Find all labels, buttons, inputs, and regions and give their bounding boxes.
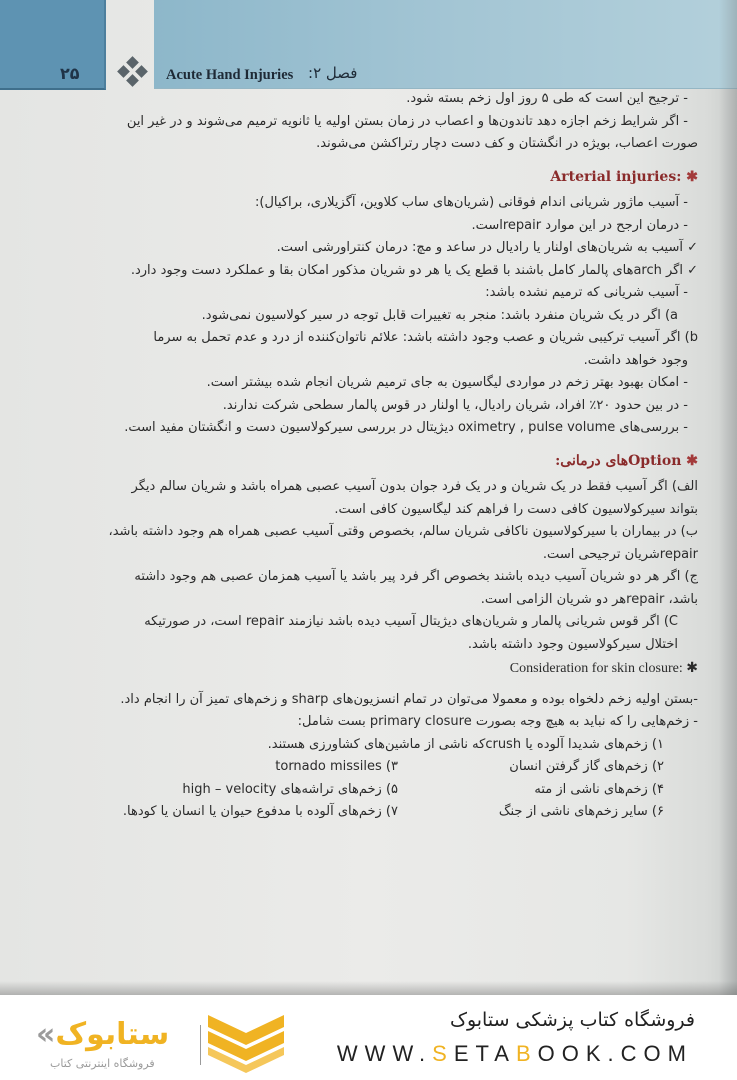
chapter-label: فصل ۲: <box>308 64 358 82</box>
closure-list-row <box>40 801 698 824</box>
paragraph-line: - ترجیح این است که طی ۵ روز اول زخم بسته شود. <box>406 91 688 106</box>
option-item-c-cont: اختلال سیرکولاسیون وجود داشته باشد. <box>467 636 678 652</box>
option-item: ج) اگر هر دو شریان آسیب دیده باشند بخصوص اگر فرد پیر باشد یا آسیب همزمان عصبی هم وجود داشته <box>134 569 698 584</box>
diamond-ornament-icon <box>117 58 149 88</box>
store-name: فروشگاه کتاب پزشکی ستابوک <box>449 1009 695 1031</box>
page-number-box <box>0 0 106 90</box>
url-accent: S <box>432 1041 454 1066</box>
closure-list-row <box>40 779 698 802</box>
logo-divider <box>200 1025 201 1065</box>
paragraph-line: - آسیب شریانی که ترمیم نشده باشد: <box>485 285 688 300</box>
logo-subtitle: فروشگاه اینترنتی کتاب <box>50 1057 155 1070</box>
url-part: WWW. <box>336 1041 433 1066</box>
closure-list-item: ۴) زخم‌های ناشی از مته <box>534 781 664 797</box>
heading-text: :Arterial injuries <box>550 168 682 185</box>
sub-item-a: a) اگر در یک شریان منفرد باشد: منجر به تغییرات قابل توجه در سیر کولاسیون نمی‌شود. <box>201 307 678 323</box>
store-logo <box>36 1017 169 1052</box>
url-accent: B <box>515 1041 538 1066</box>
checklist-item: ✓ اگر archهای پالمار کامل باشند با قطع یک یا هر دو شریان مذکور امکان بقا و عملکرد دست وجود دارد. <box>130 262 698 278</box>
store-url[interactable] <box>337 1041 693 1067</box>
section-heading-arterial-injuries <box>40 166 698 189</box>
page-number: ۲۵ <box>60 64 80 83</box>
heading-text: Optionهای درمانی: <box>555 452 682 469</box>
logo-text: ستابوک <box>55 1017 170 1052</box>
closure-list-item: ۲) زخم‌های گاز گرفتن انسان <box>509 759 664 774</box>
page-edge-shadow <box>719 0 737 995</box>
page-bottom-shadow <box>0 981 737 995</box>
store-watermark-banner <box>0 995 737 1080</box>
closure-list-item: ۷) زخم‌های آلوده با مدفوع حیوان یا انسان یا کودها. <box>122 804 398 819</box>
option-item-c: C) اگر قوس شریانی پالمار و شریان‌های دیژیتال آسیب دیده باشد نیازمند repair است، در صورتیکه <box>144 614 678 629</box>
closure-list-item: ۱) زخم‌های شدیدا آلوده یا crushکه ناشی از ماشین‌های کشاورزی هستند. <box>267 736 664 752</box>
paragraph-line: - زخم‌هایی را که نباید به هیچ وجه بصورت primary closure بست شامل: <box>297 714 698 729</box>
option-item: الف) اگر آسیب فقط در یک شریان و در یک فرد جوان بدون آسیب عصبی همراه باشد و شریان سالم دیگر <box>131 479 698 494</box>
paragraph-line: -بستن اولیه زخم دلخواه بوده و معمولا می‌توان در تمام انسزیون‌های sharp و زخم‌های تمیز آن را انجام داد. <box>120 691 698 707</box>
url-part: ETA <box>453 1041 516 1066</box>
paragraph-line: - امکان بهبود بهتر زخم در مواردی لیگاسیون به جای ترمیم شریان انجام شده بیشتر است. <box>206 375 688 390</box>
option-item: ب) در بیماران با سیرکولاسیون ناکافی شریان سالم، بخصوص وقتی آسیب عصبی همراه هم وجود داشته باشد، <box>108 524 698 539</box>
url-part: OOK.COM <box>537 1041 693 1066</box>
section-heading-treatment-options <box>40 450 698 473</box>
option-item-cont: بتواند سیرکولاسیون کافی دست را فراهم کند لیگاسیون کافی است. <box>334 501 698 517</box>
checklist-item: ✓ آسیب به شریان‌های اولنار یا رادیال در ساعد و مچ: درمان کنتراورشی است. <box>276 240 698 255</box>
paragraph-line: - در بین حدود ۲۰٪ افراد، شریان رادیال، یا اولنار در قوس پالمار سطحی شرکت ندارند. <box>222 397 688 413</box>
closure-list-item: ۶) سایر زخم‌های ناشی از جنگ <box>498 804 664 819</box>
paragraph-line: - درمان ارجح در این موارد repairاست. <box>471 217 688 233</box>
option-item-cont: repairشریان ترجیحی است. <box>542 546 698 562</box>
sub-item-b: b) اگر آسیب ترکیبی شریان و عصب وجود داشته باشد: علائم ناتوان‌کننده از درد و عدم تحمل به سرما <box>153 330 698 345</box>
page-body <box>40 88 698 824</box>
paragraph-line: - اگر شرایط زخم اجازه دهد تاندون‌ها و اعصاب در زمان بستن اولیه یا ثانویه ترمیم می‌شوند و در غیر این <box>126 113 688 129</box>
closure-list-row <box>40 756 698 779</box>
section-heading-skin-closure <box>40 658 698 681</box>
option-item-cont: باشد، repairهر دو شریان الزامی است. <box>480 591 698 607</box>
asterisk-icon: ✱ <box>686 168 698 185</box>
chapter-title: Acute Hand Injuries <box>166 67 294 83</box>
closure-list-item: ۳) tornado missiles <box>275 759 398 774</box>
paragraph-line: - آسیب ماژور شریانی اندام فوقانی (شریان‌های ساب کلاوین، آگزیلاری، براکیال): <box>255 195 688 210</box>
paragraph-line: صورت اعصاب، بویژه در انگشتان و کف دست دچار رتراکشن می‌شوند. <box>316 136 698 151</box>
paragraph-line: - بررسی‌های oximetry , pulse volume دیژیتال در بررسی سیرکولاسیون دست و انگشتان مفید است. <box>124 420 688 435</box>
asterisk-icon: ✱ <box>686 452 698 469</box>
logo-arrows-icon: « <box>36 1017 56 1052</box>
asterisk-icon: ✱ <box>686 661 698 676</box>
chevron-logo-icon <box>208 1015 284 1073</box>
heading-text: Consideration for skin closure: <box>509 661 683 676</box>
closure-list-item: ۵) زخم‌های تراشه‌های high – velocity <box>182 781 398 797</box>
sub-item-b-cont: وجود خواهد داشت. <box>583 352 688 368</box>
